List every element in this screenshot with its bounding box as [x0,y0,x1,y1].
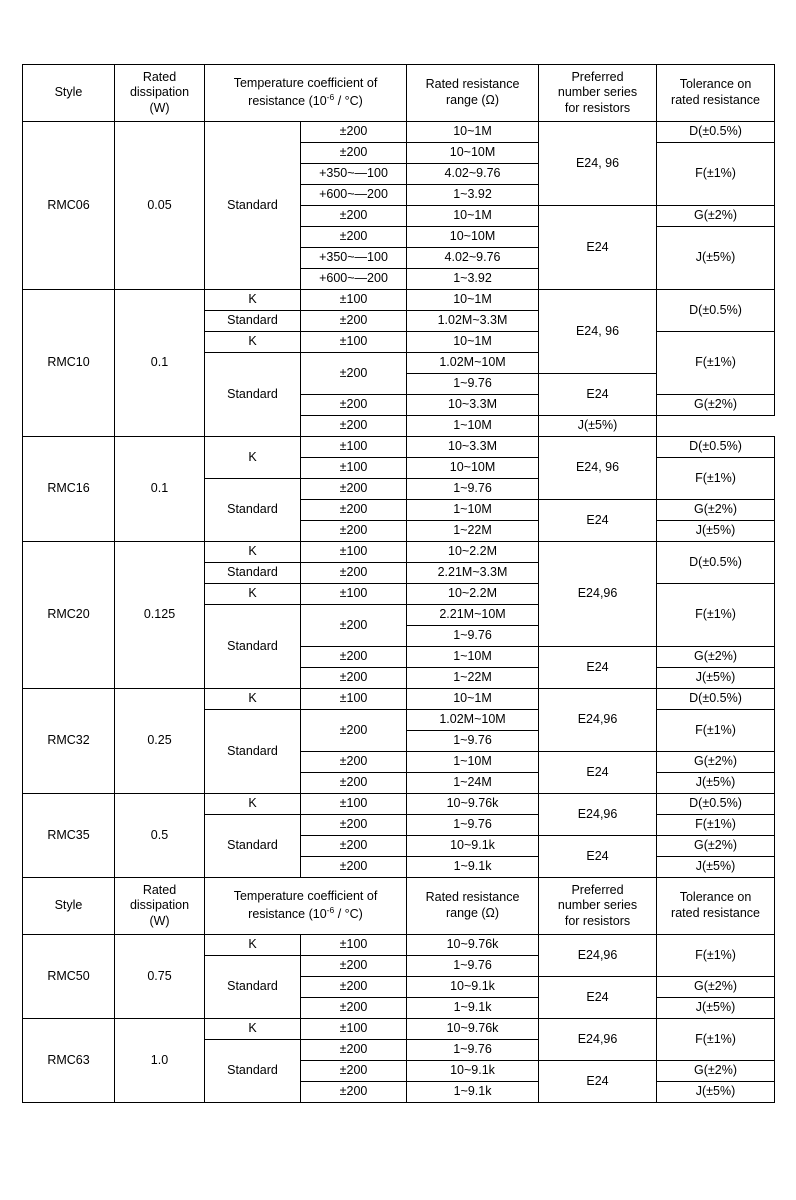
cell-tolerance: J(±5%) [657,857,775,878]
cell-tcr-type: Standard [205,122,301,290]
table-row [23,437,775,458]
cell-preferred-series: E24 [539,647,657,689]
cell-tcr-value: ±200 [301,395,407,416]
cell-style: RMC63 [23,1019,115,1103]
cell-tcr-type: Standard [205,311,301,332]
cell-resistance-range: 10~1M [407,332,539,353]
cell-tcr-value: ±200 [301,1061,407,1082]
cell-tcr-value: ±200 [301,311,407,332]
cell-tcr-value: ±200 [301,563,407,584]
header-tolerance: Tolerance on rated resistance [657,878,775,935]
cell-style: RMC06 [23,122,115,290]
cell-tolerance: J(±5%) [539,416,657,437]
cell-preferred-series: E24 [539,1061,657,1103]
cell-tcr-value: ±200 [301,752,407,773]
cell-resistance-range: 1~10M [407,752,539,773]
cell-resistance-range: 1~10M [407,647,539,668]
cell-tolerance: J(±5%) [657,668,775,689]
cell-resistance-range: 2.21M~10M [407,605,539,626]
cell-resistance-range: 10~9.1k [407,977,539,998]
cell-resistance-range: 10~9.76k [407,935,539,956]
header-style: Style [23,65,115,122]
cell-tcr-type: Standard [205,956,301,1019]
cell-preferred-series: E24,96 [539,689,657,752]
cell-tolerance: F(±1%) [657,710,775,752]
cell-style: RMC32 [23,689,115,794]
cell-style: RMC10 [23,290,115,437]
cell-tcr-value: ±200 [301,956,407,977]
cell-preferred-series: E24,96 [539,935,657,977]
cell-tcr-value: ±200 [301,815,407,836]
cell-resistance-range: 1~9.76 [407,626,539,647]
cell-preferred-series: E24, 96 [539,290,657,374]
cell-tolerance: J(±5%) [657,227,775,290]
cell-tcr-value: ±100 [301,458,407,479]
cell-resistance-range: 2.21M~3.3M [407,563,539,584]
cell-resistance-range: 10~9.1k [407,1061,539,1082]
cell-tcr-type: K [205,332,301,353]
cell-resistance-range: 10~10M [407,227,539,248]
cell-dissipation: 0.1 [115,290,205,437]
header-resistance-range: Rated resistance range (Ω) [407,65,539,122]
cell-tcr-value: ±200 [301,836,407,857]
cell-tcr-value: ±200 [301,521,407,542]
cell-resistance-range: 1~22M [407,668,539,689]
cell-tcr-value: ±100 [301,542,407,563]
cell-tcr-value: ±100 [301,794,407,815]
cell-tcr-value: ±200 [301,1040,407,1061]
cell-tolerance: F(±1%) [657,1019,775,1061]
cell-resistance-range: 10~10M [407,458,539,479]
cell-tolerance: G(±2%) [657,1061,775,1082]
cell-dissipation: 0.05 [115,122,205,290]
cell-resistance-range: 10~9.1k [407,836,539,857]
cell-resistance-range: 10~3.3M [407,395,539,416]
table-header-row [23,878,775,935]
cell-preferred-series: E24 [539,752,657,794]
cell-preferred-series: E24 [539,836,657,878]
cell-tcr-value: ±100 [301,689,407,710]
cell-tolerance: G(±2%) [657,836,775,857]
cell-resistance-range: 10~1M [407,122,539,143]
cell-tcr-value: +600~—200 [301,269,407,290]
cell-resistance-range: 1~9.76 [407,374,539,395]
cell-tcr-value: +350~—100 [301,248,407,269]
cell-tcr-value: ±200 [301,977,407,998]
cell-preferred-series: E24,96 [539,542,657,647]
cell-style: RMC50 [23,935,115,1019]
cell-resistance-range: 10~2.2M [407,542,539,563]
cell-tolerance: G(±2%) [657,500,775,521]
cell-tcr-type: K [205,290,301,311]
cell-tolerance: D(±0.5%) [657,689,775,710]
cell-tcr-value: ±200 [301,998,407,1019]
cell-tolerance: D(±0.5%) [657,437,775,458]
cell-tolerance: F(±1%) [657,143,775,206]
cell-resistance-range: 1~9.1k [407,998,539,1019]
cell-tolerance: F(±1%) [657,458,775,500]
cell-tolerance: G(±2%) [657,647,775,668]
cell-resistance-range: 1~9.1k [407,1082,539,1103]
table-row [23,935,775,956]
cell-tcr-value: ±200 [301,143,407,164]
cell-preferred-series: E24,96 [539,794,657,836]
cell-resistance-range: 1.02M~3.3M [407,311,539,332]
cell-resistance-range: 10~10M [407,143,539,164]
cell-tcr-value: ±200 [301,857,407,878]
cell-tcr-type: K [205,437,301,479]
cell-tcr-type: K [205,935,301,956]
cell-resistance-range: 10~9.76k [407,794,539,815]
header-dissipation: Rated dissipation (W) [115,65,205,122]
cell-preferred-series: E24, 96 [539,122,657,206]
cell-tcr-type: Standard [205,353,301,437]
cell-tolerance: F(±1%) [657,584,775,647]
cell-tcr-value: ±200 [301,710,407,752]
cell-tcr-type: K [205,584,301,605]
header-resistance-range: Rated resistance range (Ω) [407,878,539,935]
cell-tcr-value: ±100 [301,1019,407,1040]
cell-preferred-series: E24 [539,206,657,290]
header-temperature-coefficient: Temperature coefficient of resistance $(10^{-6} / ^\circ C)$ [205,878,407,935]
cell-dissipation: 0.5 [115,794,205,878]
cell-resistance-range: 1~3.92 [407,269,539,290]
cell-tcr-type: K [205,542,301,563]
cell-dissipation: 0.25 [115,689,205,794]
cell-tcr-value: ±200 [301,353,407,395]
table-row [23,542,775,563]
cell-tcr-type: Standard [205,479,301,542]
cell-resistance-range: 1~9.76 [407,815,539,836]
cell-tcr-value: ±100 [301,437,407,458]
cell-resistance-range: 1~3.92 [407,185,539,206]
cell-resistance-range: 1~9.76 [407,479,539,500]
table-row [23,794,775,815]
cell-tcr-value: ±100 [301,584,407,605]
table-row [23,290,775,311]
cell-tcr-value: ±100 [301,290,407,311]
cell-resistance-range: 1.02M~10M [407,353,539,374]
cell-resistance-range: 10~2.2M [407,584,539,605]
cell-tolerance: D(±0.5%) [657,122,775,143]
header-temperature-coefficient: Temperature coefficient of resistance $(10^{-6} / ^\circ C)$ [205,65,407,122]
cell-tolerance: G(±2%) [657,395,775,416]
cell-tolerance: J(±5%) [657,521,775,542]
header-preferred-series: Preferred number series for resistors [539,65,657,122]
cell-tcr-type: K [205,689,301,710]
cell-tcr-value: ±200 [301,605,407,647]
cell-dissipation: 0.75 [115,935,205,1019]
table-row [23,122,775,143]
cell-tcr-value: ±200 [301,479,407,500]
cell-resistance-range: 1~24M [407,773,539,794]
cell-resistance-range: 1~9.1k [407,857,539,878]
cell-resistance-range: 1~10M [407,416,539,437]
cell-resistance-range: 1~10M [407,500,539,521]
cell-tolerance: G(±2%) [657,206,775,227]
cell-tcr-value: ±200 [301,416,407,437]
cell-tcr-value: ±200 [301,668,407,689]
cell-tolerance: D(±0.5%) [657,290,775,332]
cell-preferred-series: E24,96 [539,1019,657,1061]
cell-tolerance: J(±5%) [657,998,775,1019]
table-header-row [23,65,775,122]
header-dissipation: Rated dissipation (W) [115,878,205,935]
cell-resistance-range: 10~9.76k [407,1019,539,1040]
cell-tcr-type: Standard [205,605,301,689]
cell-tcr-value: ±200 [301,647,407,668]
cell-tcr-type: Standard [205,815,301,878]
cell-tcr-type: Standard [205,710,301,794]
header-preferred-series: Preferred number series for resistors [539,878,657,935]
cell-tcr-value: ±200 [301,1082,407,1103]
cell-tolerance: D(±0.5%) [657,542,775,584]
cell-resistance-range: 1.02M~10M [407,710,539,731]
cell-resistance-range: 4.02~9.76 [407,248,539,269]
cell-tcr-type: K [205,1019,301,1040]
header-style: Style [23,878,115,935]
cell-tcr-value: ±200 [301,122,407,143]
cell-tcr-value: ±200 [301,500,407,521]
cell-resistance-range: 4.02~9.76 [407,164,539,185]
cell-resistance-range: 1~9.76 [407,956,539,977]
cell-tcr-value: +600~—200 [301,185,407,206]
cell-style: RMC16 [23,437,115,542]
cell-preferred-series: E24 [539,977,657,1019]
cell-resistance-range: 10~1M [407,290,539,311]
cell-tolerance: D(±0.5%) [657,794,775,815]
cell-tolerance: G(±2%) [657,977,775,998]
cell-dissipation: 1.0 [115,1019,205,1103]
cell-dissipation: 0.1 [115,437,205,542]
cell-tcr-value: ±200 [301,773,407,794]
cell-tcr-value: ±100 [301,332,407,353]
cell-preferred-series: E24 [539,374,657,416]
cell-tolerance: F(±1%) [657,935,775,977]
cell-resistance-range: 1~9.76 [407,731,539,752]
cell-tcr-type: K [205,794,301,815]
cell-tolerance: J(±5%) [657,1082,775,1103]
cell-style: RMC35 [23,794,115,878]
cell-tcr-value: ±200 [301,227,407,248]
cell-resistance-range: 1~22M [407,521,539,542]
cell-tcr-type: Standard [205,1040,301,1103]
table-row [23,689,775,710]
cell-preferred-series: E24 [539,500,657,542]
cell-tolerance: G(±2%) [657,752,775,773]
cell-tolerance: F(±1%) [657,332,775,395]
cell-dissipation: 0.125 [115,542,205,689]
cell-tcr-value: ±200 [301,206,407,227]
cell-preferred-series: E24, 96 [539,437,657,500]
cell-resistance-range: 10~1M [407,689,539,710]
cell-tcr-type: Standard [205,563,301,584]
cell-resistance-range: 1~9.76 [407,1040,539,1061]
cell-resistance-range: 10~3.3M [407,437,539,458]
cell-tcr-value: ±100 [301,935,407,956]
resistor-specification-table [22,64,775,1103]
table-row [23,1019,775,1040]
cell-style: RMC20 [23,542,115,689]
cell-tolerance: F(±1%) [657,815,775,836]
cell-tcr-value: +350~—100 [301,164,407,185]
cell-tolerance: J(±5%) [657,773,775,794]
cell-resistance-range: 10~1M [407,206,539,227]
header-tolerance: Tolerance on rated resistance [657,65,775,122]
